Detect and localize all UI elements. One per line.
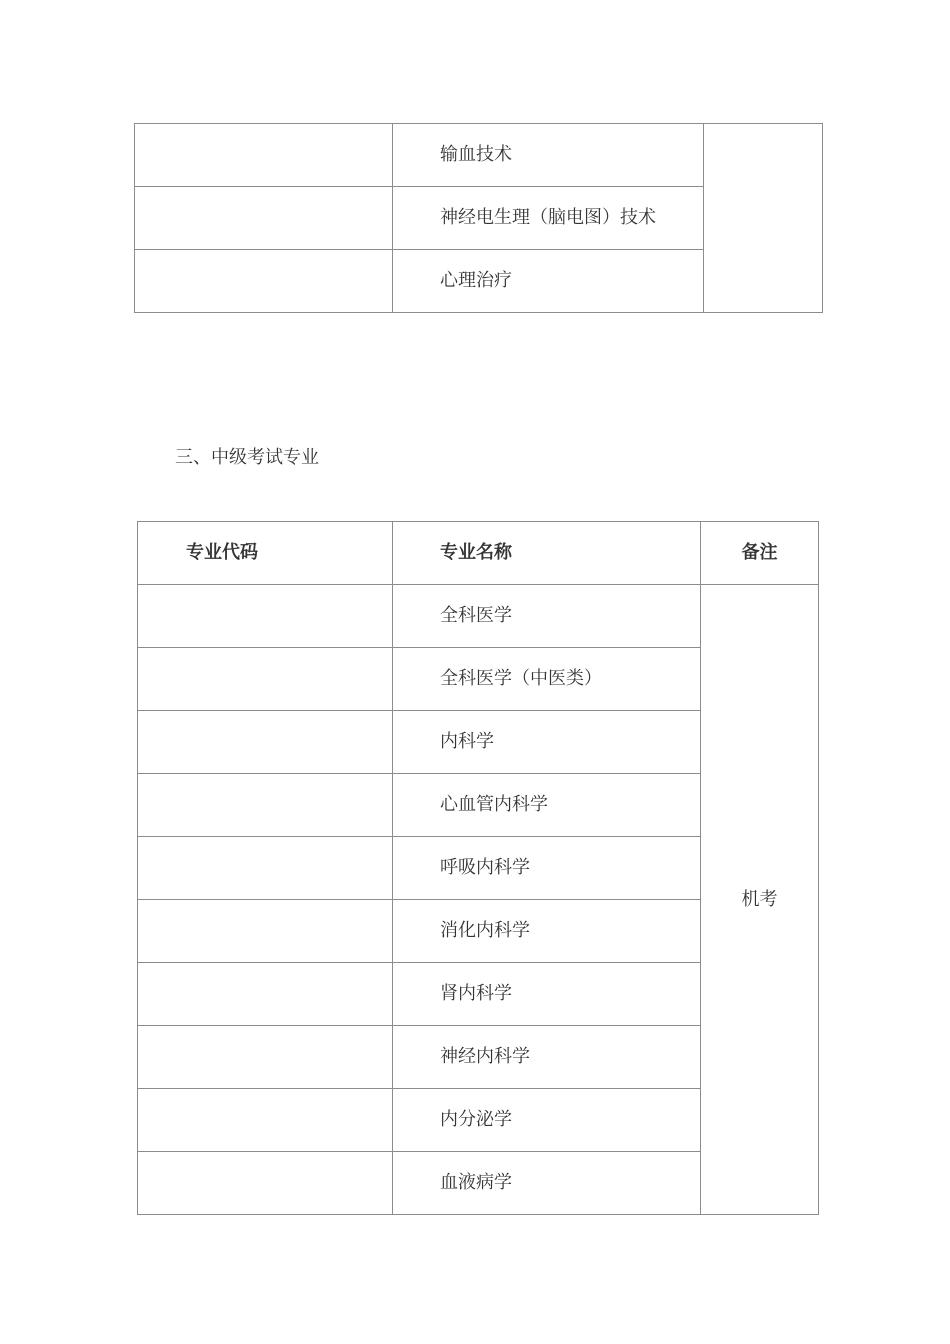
remark-cell: 机考 [701, 585, 819, 1215]
specialty-code-cell [138, 1026, 393, 1089]
specialty-name-cell: 血液病学 [393, 1152, 701, 1215]
table-row [138, 585, 819, 648]
specialty-code-cell [138, 774, 393, 837]
specialty-name-cell: 全科医学（中医类） [393, 648, 701, 711]
specialty-name-cell: 全科医学 [393, 585, 701, 648]
specialty-name-cell: 消化内科学 [393, 900, 701, 963]
specialty-name-cell: 神经内科学 [393, 1026, 701, 1089]
specialty-name-cell: 呼吸内科学 [393, 837, 701, 900]
specialty-code-cell [138, 711, 393, 774]
specialty-name-cell: 输血技术 [393, 124, 704, 187]
table-header-row [138, 522, 819, 585]
continued-specialty-table [134, 123, 823, 313]
specialty-name-cell: 心理治疗 [393, 250, 704, 313]
specialty-code-cell [135, 250, 393, 313]
column-header-remark: 备注 [701, 522, 819, 585]
table-row [135, 124, 823, 187]
remark-cell [704, 124, 823, 313]
section-heading: 三、中级考试专业 [175, 447, 319, 468]
specialty-code-cell [138, 1152, 393, 1215]
specialty-name-cell: 内分泌学 [393, 1089, 701, 1152]
specialty-code-cell [138, 585, 393, 648]
specialty-name-cell: 神经电生理（脑电图）技术 [393, 187, 704, 250]
specialty-code-cell [135, 124, 393, 187]
column-header-name: 专业名称 [393, 522, 701, 585]
column-header-code: 专业代码 [138, 522, 393, 585]
specialty-code-cell [138, 648, 393, 711]
specialty-code-cell [138, 963, 393, 1026]
specialty-code-cell [138, 900, 393, 963]
specialty-name-cell: 心血管内科学 [393, 774, 701, 837]
specialty-code-cell [138, 1089, 393, 1152]
specialty-name-cell: 肾内科学 [393, 963, 701, 1026]
specialty-name-cell: 内科学 [393, 711, 701, 774]
specialty-code-cell [138, 837, 393, 900]
specialty-code-cell [135, 187, 393, 250]
intermediate-specialty-table [137, 521, 819, 1215]
